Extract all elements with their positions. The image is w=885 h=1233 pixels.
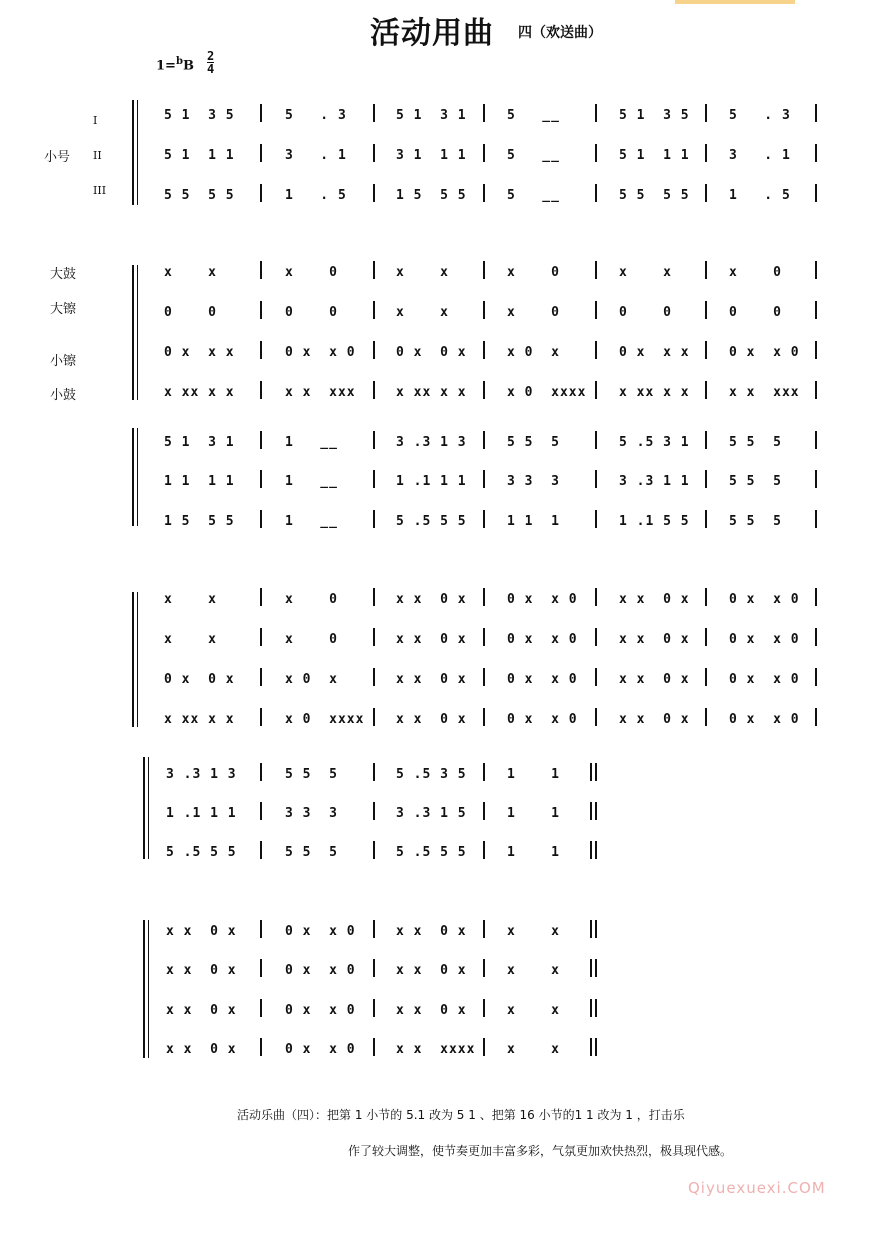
system-1-staff-row [0, 305, 885, 331]
barline [483, 184, 485, 202]
trumpet-part-3-label: III [93, 184, 107, 197]
barline [483, 668, 485, 686]
measure: 0 x x 0 [285, 963, 356, 978]
measure: 3 . 1 [285, 148, 347, 163]
key-signature: 1=$^b$B [156, 56, 194, 74]
barline [483, 763, 485, 781]
barline [595, 668, 597, 686]
barline [373, 999, 375, 1017]
site-watermark: Qiyuexuexi.COM [688, 1179, 826, 1197]
measure: 0 x x 0 [507, 672, 578, 687]
measure: x xx x x [396, 385, 467, 400]
system-2-staff-row [0, 592, 885, 618]
barline [373, 668, 375, 686]
barline [815, 341, 817, 359]
barline [373, 261, 375, 279]
barline [705, 510, 707, 528]
measure: x x [164, 632, 217, 647]
barline [483, 104, 485, 122]
barline [260, 959, 262, 977]
barline [705, 668, 707, 686]
measure: x 0 x [285, 672, 338, 687]
measure: 5 __ [507, 148, 560, 163]
measure: x x [164, 592, 217, 607]
barline [373, 470, 375, 488]
barline [590, 1038, 592, 1056]
measure: x x 0 x [396, 924, 467, 939]
measure: 5 1 3 5 [619, 108, 690, 123]
measure: 5 . 3 [285, 108, 347, 123]
measure: 0 x x 0 [729, 672, 800, 687]
measure: x x 0 x [396, 632, 467, 647]
footnote-line-1: 活动乐曲（四）：把第 1 小节的 5.1 改为 5 1 、把第 16 小节的1 1 改为 1 ，打击乐 [237, 1108, 685, 1122]
barline [483, 431, 485, 449]
system-3-staff-row [0, 1003, 885, 1029]
barline [595, 261, 597, 279]
page-subtitle: 四（欢送曲） [518, 25, 602, 41]
measure: x x 0 x [619, 712, 690, 727]
system-3-staff-row [0, 767, 885, 793]
system-1-staff-row [0, 108, 885, 134]
measure: x x 0 x [166, 963, 237, 978]
measure: 1 __ [285, 474, 338, 489]
snare-label: 小鼓 [50, 388, 77, 403]
measure: x x [507, 963, 560, 978]
measure: 0 x x 0 [507, 592, 578, 607]
measure: 1 .1 1 1 [166, 806, 237, 821]
small-cymbal-label: 小镲 [50, 354, 77, 369]
barline [373, 763, 375, 781]
measure: x 0 [285, 632, 338, 647]
bass-drum-label: 大鼓 [50, 267, 77, 282]
barline [815, 470, 817, 488]
measure: 5 5 5 [285, 845, 338, 860]
measure: 3 1 1 1 [396, 148, 467, 163]
page-title: 活动用曲 [370, 16, 494, 51]
trumpet-part-2-label: II [93, 149, 102, 162]
measure: 5 . 3 [729, 108, 791, 123]
barline [483, 381, 485, 399]
barline [483, 144, 485, 162]
barline [260, 763, 262, 781]
measure: 3 3 3 [285, 806, 338, 821]
barline [595, 301, 597, 319]
system-1-staff-row [0, 385, 885, 411]
measure: 1 . 5 [285, 188, 347, 203]
barline [260, 104, 262, 122]
measure: x x 0 x [396, 672, 467, 687]
measure: x x [396, 265, 449, 280]
barline [590, 841, 592, 859]
barline [260, 431, 262, 449]
barline [260, 668, 262, 686]
barline [815, 144, 817, 162]
barline [260, 184, 262, 202]
barline [373, 841, 375, 859]
system-2-staff-row [0, 632, 885, 658]
barline [260, 470, 262, 488]
barline [815, 431, 817, 449]
barline [260, 999, 262, 1017]
measure: 1 1 [507, 767, 560, 782]
barline [595, 510, 597, 528]
barline [705, 301, 707, 319]
barline [595, 708, 597, 726]
barline [590, 920, 592, 938]
measure: 5 5 5 [729, 474, 782, 489]
system-2-staff-row [0, 474, 885, 500]
barline [815, 261, 817, 279]
barline [483, 588, 485, 606]
system-2-staff-row [0, 672, 885, 698]
measure: x x [507, 1003, 560, 1018]
system-3-staff-row [0, 924, 885, 950]
barline [705, 341, 707, 359]
barline [483, 470, 485, 488]
measure: 5 5 5 [729, 514, 782, 529]
measure: 5 .5 5 5 [166, 845, 237, 860]
barline [595, 104, 597, 122]
measure: 0 x x 0 [729, 592, 800, 607]
barline [373, 959, 375, 977]
system-1-staff-row [0, 265, 885, 291]
barline [260, 588, 262, 606]
barline [373, 588, 375, 606]
measure: 0 x x 0 [285, 1042, 356, 1057]
barline [705, 708, 707, 726]
measure: 0 0 [619, 305, 672, 320]
barline [373, 184, 375, 202]
top-watermark-strip [675, 0, 795, 4]
system-1-staff-row [0, 148, 885, 174]
measure: x x [396, 305, 449, 320]
barline [705, 431, 707, 449]
measure: x 0 x [507, 345, 560, 360]
barline [260, 261, 262, 279]
measure: x x 0 x [396, 963, 467, 978]
measure: x x 0 x [396, 592, 467, 607]
measure: x 0 [729, 265, 782, 280]
barline [705, 184, 707, 202]
barline [373, 104, 375, 122]
barline [595, 381, 597, 399]
measure: 1 1 1 [507, 514, 560, 529]
barline [373, 144, 375, 162]
measure: 5 5 5 5 [164, 188, 235, 203]
barline [373, 920, 375, 938]
barline [373, 341, 375, 359]
barline [815, 301, 817, 319]
barline [590, 999, 592, 1017]
barline [260, 802, 262, 820]
measure: x x [507, 1042, 560, 1057]
measure: x x 0 x [619, 632, 690, 647]
barline [260, 920, 262, 938]
barline [260, 381, 262, 399]
measure: 5 1 3 1 [396, 108, 467, 123]
measure: 5 1 3 5 [164, 108, 235, 123]
barline [483, 510, 485, 528]
time-signature: 2 4 [207, 49, 215, 76]
system-2-staff-row [0, 435, 885, 461]
barline [260, 301, 262, 319]
measure: 0 0 [729, 305, 782, 320]
system-2-staff-row [0, 712, 885, 738]
barline [483, 261, 485, 279]
barline [483, 341, 485, 359]
barline [373, 708, 375, 726]
measure: 1 __ [285, 514, 338, 529]
measure: x x [619, 265, 672, 280]
system-3-staff-row [0, 1042, 885, 1068]
measure: x x xxx [729, 385, 800, 400]
measure: 5 5 5 [507, 435, 560, 450]
measure: 0 0 [285, 305, 338, 320]
measure: 0 x x 0 [507, 632, 578, 647]
barline [483, 708, 485, 726]
barline [705, 588, 707, 606]
measure: x xx x x [164, 712, 235, 727]
measure: x 0 [507, 305, 560, 320]
barline [815, 588, 817, 606]
measure: x x [507, 924, 560, 939]
barline [815, 708, 817, 726]
measure: 5 1 1 1 [619, 148, 690, 163]
barline [705, 144, 707, 162]
barline [483, 920, 485, 938]
barline [590, 802, 592, 820]
measure: 0 x x x [619, 345, 690, 360]
measure: 1 .1 1 1 [396, 474, 467, 489]
barline [260, 628, 262, 646]
measure: 0 x x 0 [729, 632, 800, 647]
system-1-staff-row [0, 345, 885, 371]
barline [373, 301, 375, 319]
barline [483, 999, 485, 1017]
measure: 3 .3 1 3 [396, 435, 467, 450]
measure: 0 0 [164, 305, 217, 320]
barline [373, 510, 375, 528]
barline [373, 381, 375, 399]
measure: x 0 [285, 265, 338, 280]
measure: 5 .5 5 5 [396, 845, 467, 860]
barline [590, 959, 592, 977]
barline [595, 588, 597, 606]
measure: x x xxxx [396, 1042, 476, 1057]
measure: 0 x x 0 [507, 712, 578, 727]
measure: 0 x x 0 [285, 924, 356, 939]
measure: 0 x x 0 [285, 1003, 356, 1018]
measure: x x 0 x [396, 712, 467, 727]
barline [705, 470, 707, 488]
measure: 1 5 5 5 [396, 188, 467, 203]
barline [590, 763, 592, 781]
barline [373, 802, 375, 820]
barline [483, 628, 485, 646]
barline [705, 628, 707, 646]
measure: x x 0 x [166, 1003, 237, 1018]
barline [595, 470, 597, 488]
big-cymbal-label: 大镲 [50, 302, 77, 317]
measure: x x 0 x [619, 592, 690, 607]
barline [483, 802, 485, 820]
measure: 1 . 5 [729, 188, 791, 203]
barline [815, 628, 817, 646]
measure: 0 x x 0 [729, 712, 800, 727]
barline [373, 1038, 375, 1056]
measure: 0 x x 0 [729, 345, 800, 360]
barline [595, 628, 597, 646]
measure: x x 0 x [166, 924, 237, 939]
barline [260, 841, 262, 859]
measure: 0 x 0 x [396, 345, 467, 360]
measure: 5 1 3 1 [164, 435, 235, 450]
barline [260, 341, 262, 359]
system-3-staff-row [0, 963, 885, 989]
system-2-staff-row [0, 514, 885, 540]
barline [815, 184, 817, 202]
measure: 0 x 0 x [164, 672, 235, 687]
measure: 5 .5 3 5 [396, 767, 467, 782]
system-1-staff-row [0, 188, 885, 214]
measure: 5 1 1 1 [164, 148, 235, 163]
system-3-staff-row [0, 845, 885, 871]
measure: 3 .3 1 5 [396, 806, 467, 821]
measure: 1 5 5 5 [164, 514, 235, 529]
measure: x 0 [507, 265, 560, 280]
measure: 5 .5 3 1 [619, 435, 690, 450]
barline [260, 510, 262, 528]
barline [373, 628, 375, 646]
barline [260, 708, 262, 726]
measure: x xx x x [619, 385, 690, 400]
measure: 5 5 5 [285, 767, 338, 782]
measure: 3 .3 1 3 [166, 767, 237, 782]
measure: 1 __ [285, 435, 338, 450]
measure: 5 5 5 [729, 435, 782, 450]
barline [815, 510, 817, 528]
barline [815, 104, 817, 122]
barline [595, 341, 597, 359]
barline [483, 1038, 485, 1056]
measure: 5 5 5 5 [619, 188, 690, 203]
barline [483, 959, 485, 977]
measure: x 0 xxxx [507, 385, 587, 400]
barline [595, 144, 597, 162]
measure: 3 3 3 [507, 474, 560, 489]
measure: 3 .3 1 1 [619, 474, 690, 489]
barline [595, 184, 597, 202]
measure: 1 1 [507, 845, 560, 860]
trumpet-label: 小号 [44, 150, 71, 165]
barline [373, 431, 375, 449]
measure: x 0 [285, 592, 338, 607]
barline [705, 381, 707, 399]
measure: x x 0 x [619, 672, 690, 687]
measure: x xx x x [164, 385, 235, 400]
barline [815, 381, 817, 399]
barline [595, 431, 597, 449]
measure: x x xxx [285, 385, 356, 400]
barline [483, 841, 485, 859]
barline [260, 144, 262, 162]
measure: 1 1 [507, 806, 560, 821]
measure: x x [164, 265, 217, 280]
system-3-staff-row [0, 806, 885, 832]
measure: 5 __ [507, 108, 560, 123]
measure: 0 x x x [164, 345, 235, 360]
measure: 1 .1 5 5 [619, 514, 690, 529]
measure: 0 x x 0 [285, 345, 356, 360]
measure: x 0 xxxx [285, 712, 365, 727]
barline [705, 104, 707, 122]
measure: 1 1 1 1 [164, 474, 235, 489]
trumpet-part-1-label: I [93, 114, 98, 127]
barline [260, 1038, 262, 1056]
measure: 5 .5 5 5 [396, 514, 467, 529]
barline [815, 668, 817, 686]
measure: x x 0 x [166, 1042, 237, 1057]
barline [483, 301, 485, 319]
barline [705, 261, 707, 279]
measure: 3 . 1 [729, 148, 791, 163]
measure: x x 0 x [396, 1003, 467, 1018]
measure: 5 __ [507, 188, 560, 203]
footnote-line-2: 作了较大调整，使节奏更加丰富多彩，气氛更加欢快热烈，极具现代感。 [348, 1144, 733, 1158]
